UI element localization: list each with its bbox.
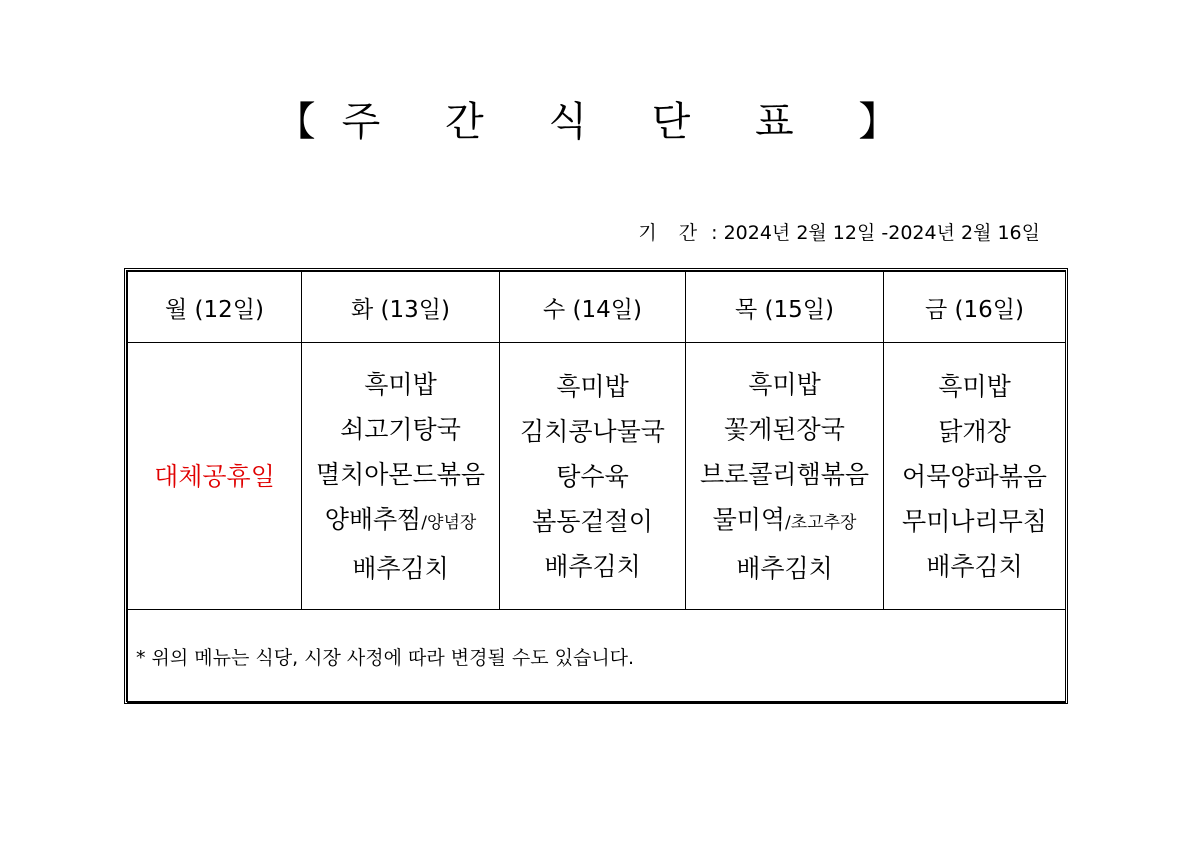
dish-item: 닭개장 [938, 416, 1011, 446]
day-header-fri: 금 (16일) [884, 272, 1066, 343]
menu-cell-wed [500, 343, 686, 610]
dish-item: 김치콩나물국 [520, 416, 665, 446]
dish-item: 흑미밥 [938, 371, 1011, 401]
dish-item: 탕수육 [556, 461, 629, 491]
period-separator: : [705, 222, 724, 244]
menu-change-note: * 위의 메뉴는 식당, 시장 사정에 따라 변경될 수도 있습니다. [128, 610, 1066, 703]
menu-row [128, 343, 1066, 610]
day-header-mon: 월 (12일) [128, 272, 302, 343]
day-header-tue: 화 (13일) [302, 272, 500, 343]
dish-item: 배추김치 [926, 551, 1023, 581]
day-header-row [128, 272, 1066, 343]
dish-main: 양배추찜 [324, 504, 422, 534]
dish-sauce: /양념장 [421, 512, 477, 533]
note-row [128, 610, 1066, 703]
dish-item: 흑미밥 [748, 369, 821, 399]
dish-item: 흑미밥 [364, 369, 437, 399]
dish-item: 흑미밥 [556, 371, 629, 401]
dish-item: 어묵양파볶음 [902, 461, 1047, 491]
dish-item: 배추김치 [736, 553, 833, 583]
dish-item: 무미나리무침 [902, 506, 1047, 536]
menu-table-frame [124, 268, 1068, 704]
day-header-wed: 수 (14일) [500, 272, 686, 343]
period-line [638, 220, 1040, 246]
dish-main: 물미역 [712, 504, 786, 534]
holiday-cell-mon: 대체공휴일 [128, 343, 302, 610]
dish-item: 쇠고기탕국 [340, 414, 461, 444]
dish-item: 배추김치 [352, 553, 449, 583]
day-header-thu: 목 (15일) [686, 272, 884, 343]
page-title: 【주 간 식 단 표 】 [275, 99, 925, 145]
menu-cell-fri [884, 343, 1066, 610]
dish-item [302, 497, 499, 546]
dish-sauce: /초고추장 [785, 512, 857, 533]
period-label: 기 간 [638, 222, 706, 244]
dish-item [686, 497, 883, 546]
dish-item: 꽃게된장국 [724, 414, 845, 444]
menu-table [127, 271, 1066, 703]
menu-cell-thu [686, 343, 884, 610]
dish-item: 배추김치 [544, 551, 641, 581]
dish-item: 멸치아몬드볶음 [315, 459, 486, 489]
menu-cell-tue [302, 343, 500, 610]
dish-item: 봄동겉절이 [532, 506, 653, 536]
period-range: 2024년 2월 12일 -2024년 2월 16일 [723, 222, 1040, 244]
dish-item: 브로콜리햄볶음 [699, 459, 870, 489]
